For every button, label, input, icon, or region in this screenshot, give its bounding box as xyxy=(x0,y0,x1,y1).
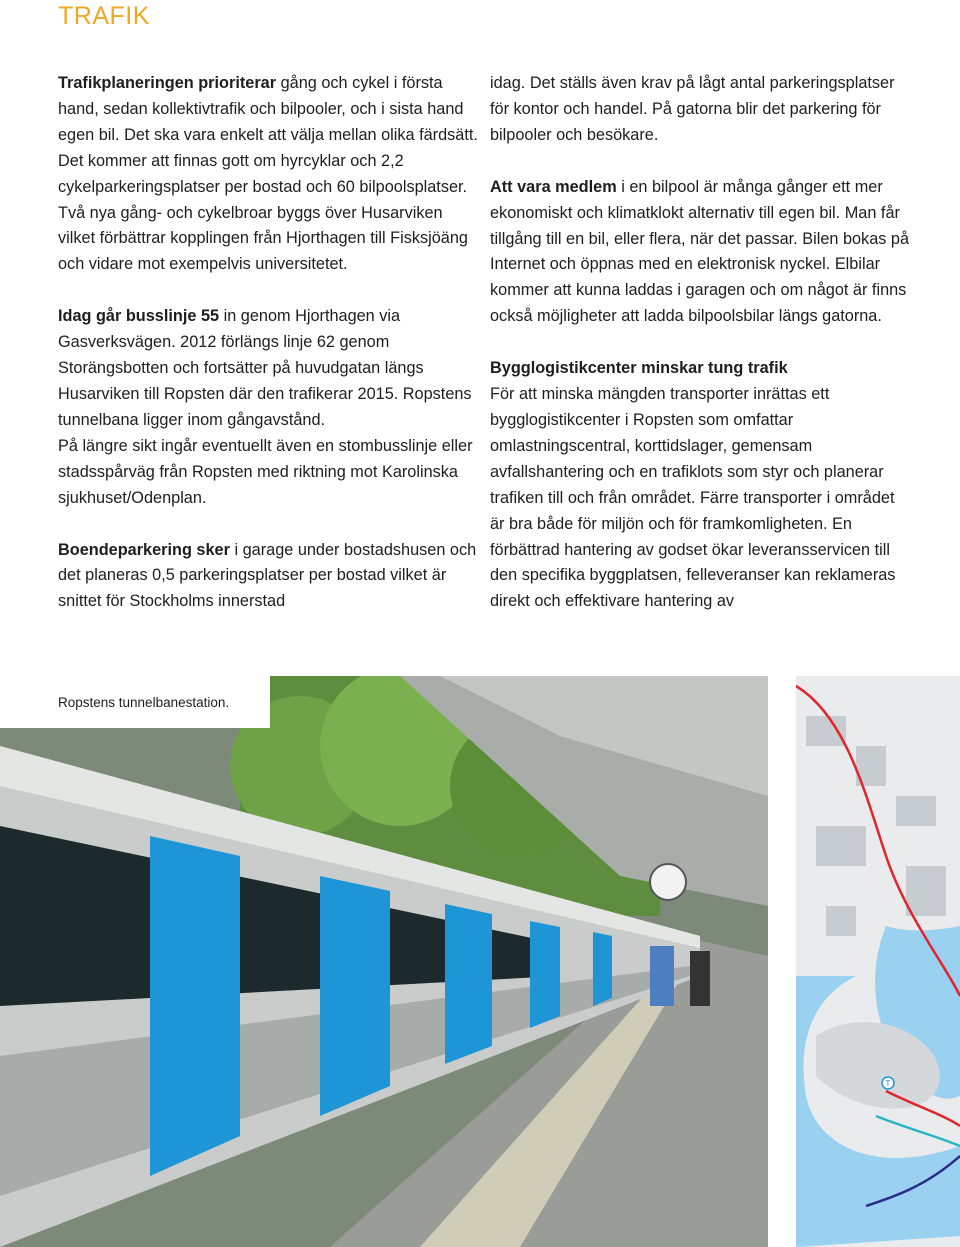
paragraph-body: gång och cykel i första hand, sedan kollektivtrafik och bilpooler, och i sista hand egen bil. Det ska vara enkelt att välja mellan olika färdsätt. Det kommer att finnas gott om hyrcyklar och 2,2 cykelparkeringsplatser per bostad och 60 bilpoolsplatser. Två nya gång- och cykelbroar byggs över Husarviken vilket förbättrar kopplingen från Hjorthagen till Fisksjöäng och vidare mot exempelvis universitetet. xyxy=(58,74,478,274)
subheading-logistics: Bygglogistikcenter minskar tung trafik xyxy=(490,359,788,378)
paragraph-future-transit: På längre sikt ingår eventuellt även en stombusslinje eller stadsspårväg från Ropsten med riktning mot Karolinska sjukhuset/Odenplan. xyxy=(58,436,473,507)
subway-station-illustration xyxy=(0,676,768,1247)
paragraph-parking-continued: idag. Det ställs även krav på lågt antal parkeringsplatser för kontor och handel. På gatorna blir det parkering för bilpooler och besökare. xyxy=(490,74,895,144)
photo-caption-box xyxy=(0,676,270,728)
paragraph-body: i en bilpool är många gånger ett mer ekonomiskt och klimatklokt alternativ till egen bil. Man får tillgång till en bil, eller flera, när det passar. Bilen bokas på Internet och öppnas med en elektronisk nyckel. Elbilar kommer att kunna laddas i garagen och om något är finns också möjligheter att ladda bilpoolsbilar längs gatorna. xyxy=(490,177,910,326)
left-text-column xyxy=(58,71,478,615)
paragraph-traffic-planning xyxy=(58,71,478,278)
paragraph-body: in genom Hjorthagen via Gasverksvägen. 2012 förlängs linje 62 genom Storängsbotten och fortsätter på huvudgatan längs Husarviken till Ropsten där den trafikerar 2015. Ropstens tunnelbana ligger inom gångavstånd. xyxy=(58,307,472,429)
right-text-column xyxy=(490,71,910,615)
paragraph-car-pool xyxy=(490,175,910,330)
train-door xyxy=(150,836,240,1176)
photo-caption: Ropstens tunnelbanestation. xyxy=(58,695,230,710)
paragraph-bus-lines xyxy=(58,304,478,434)
paragraph-logistics: För att minska mängden transporter inrättas ett bygglogistikcenter i Ropsten som omfattar omlastningscentral, korttidslager, gemensam avfallshantering och en trafiklots som styr och planerar trafiken till och från området. Färre transporter i området är bra både för miljön och för framkomligheten. En förbättrad hantering av godset ökar leveransservicen till den specifika byggplatsen, felleveranser kan reklameras direkt och effektivare hantering av xyxy=(490,385,896,611)
paragraph-body: i garage under bostadshusen och det planeras 0,5 parkeringsplatser per bostad vilket är snittet för Stockholms innerstad xyxy=(58,540,477,611)
train-door xyxy=(320,876,390,1116)
train-door xyxy=(445,904,492,1064)
person xyxy=(690,951,710,1006)
transit-map xyxy=(796,676,960,1247)
person xyxy=(650,946,674,1006)
train-door xyxy=(593,932,612,1006)
subway-station-photo xyxy=(0,676,768,1247)
lead-in: Att vara medlem xyxy=(490,177,617,196)
lead-in: Trafikplaneringen prioriterar xyxy=(58,74,277,92)
clock-icon xyxy=(650,864,686,900)
metro-station-symbol: T xyxy=(885,1079,891,1088)
lead-in: Idag går busslinje 55 xyxy=(58,307,220,326)
lead-in: Boendeparkering sker xyxy=(58,540,230,559)
paragraph-resident-parking xyxy=(58,538,478,616)
transit-map-illustration xyxy=(796,676,960,1247)
section-title: TRAFIK xyxy=(58,2,150,30)
train-door xyxy=(530,921,560,1028)
